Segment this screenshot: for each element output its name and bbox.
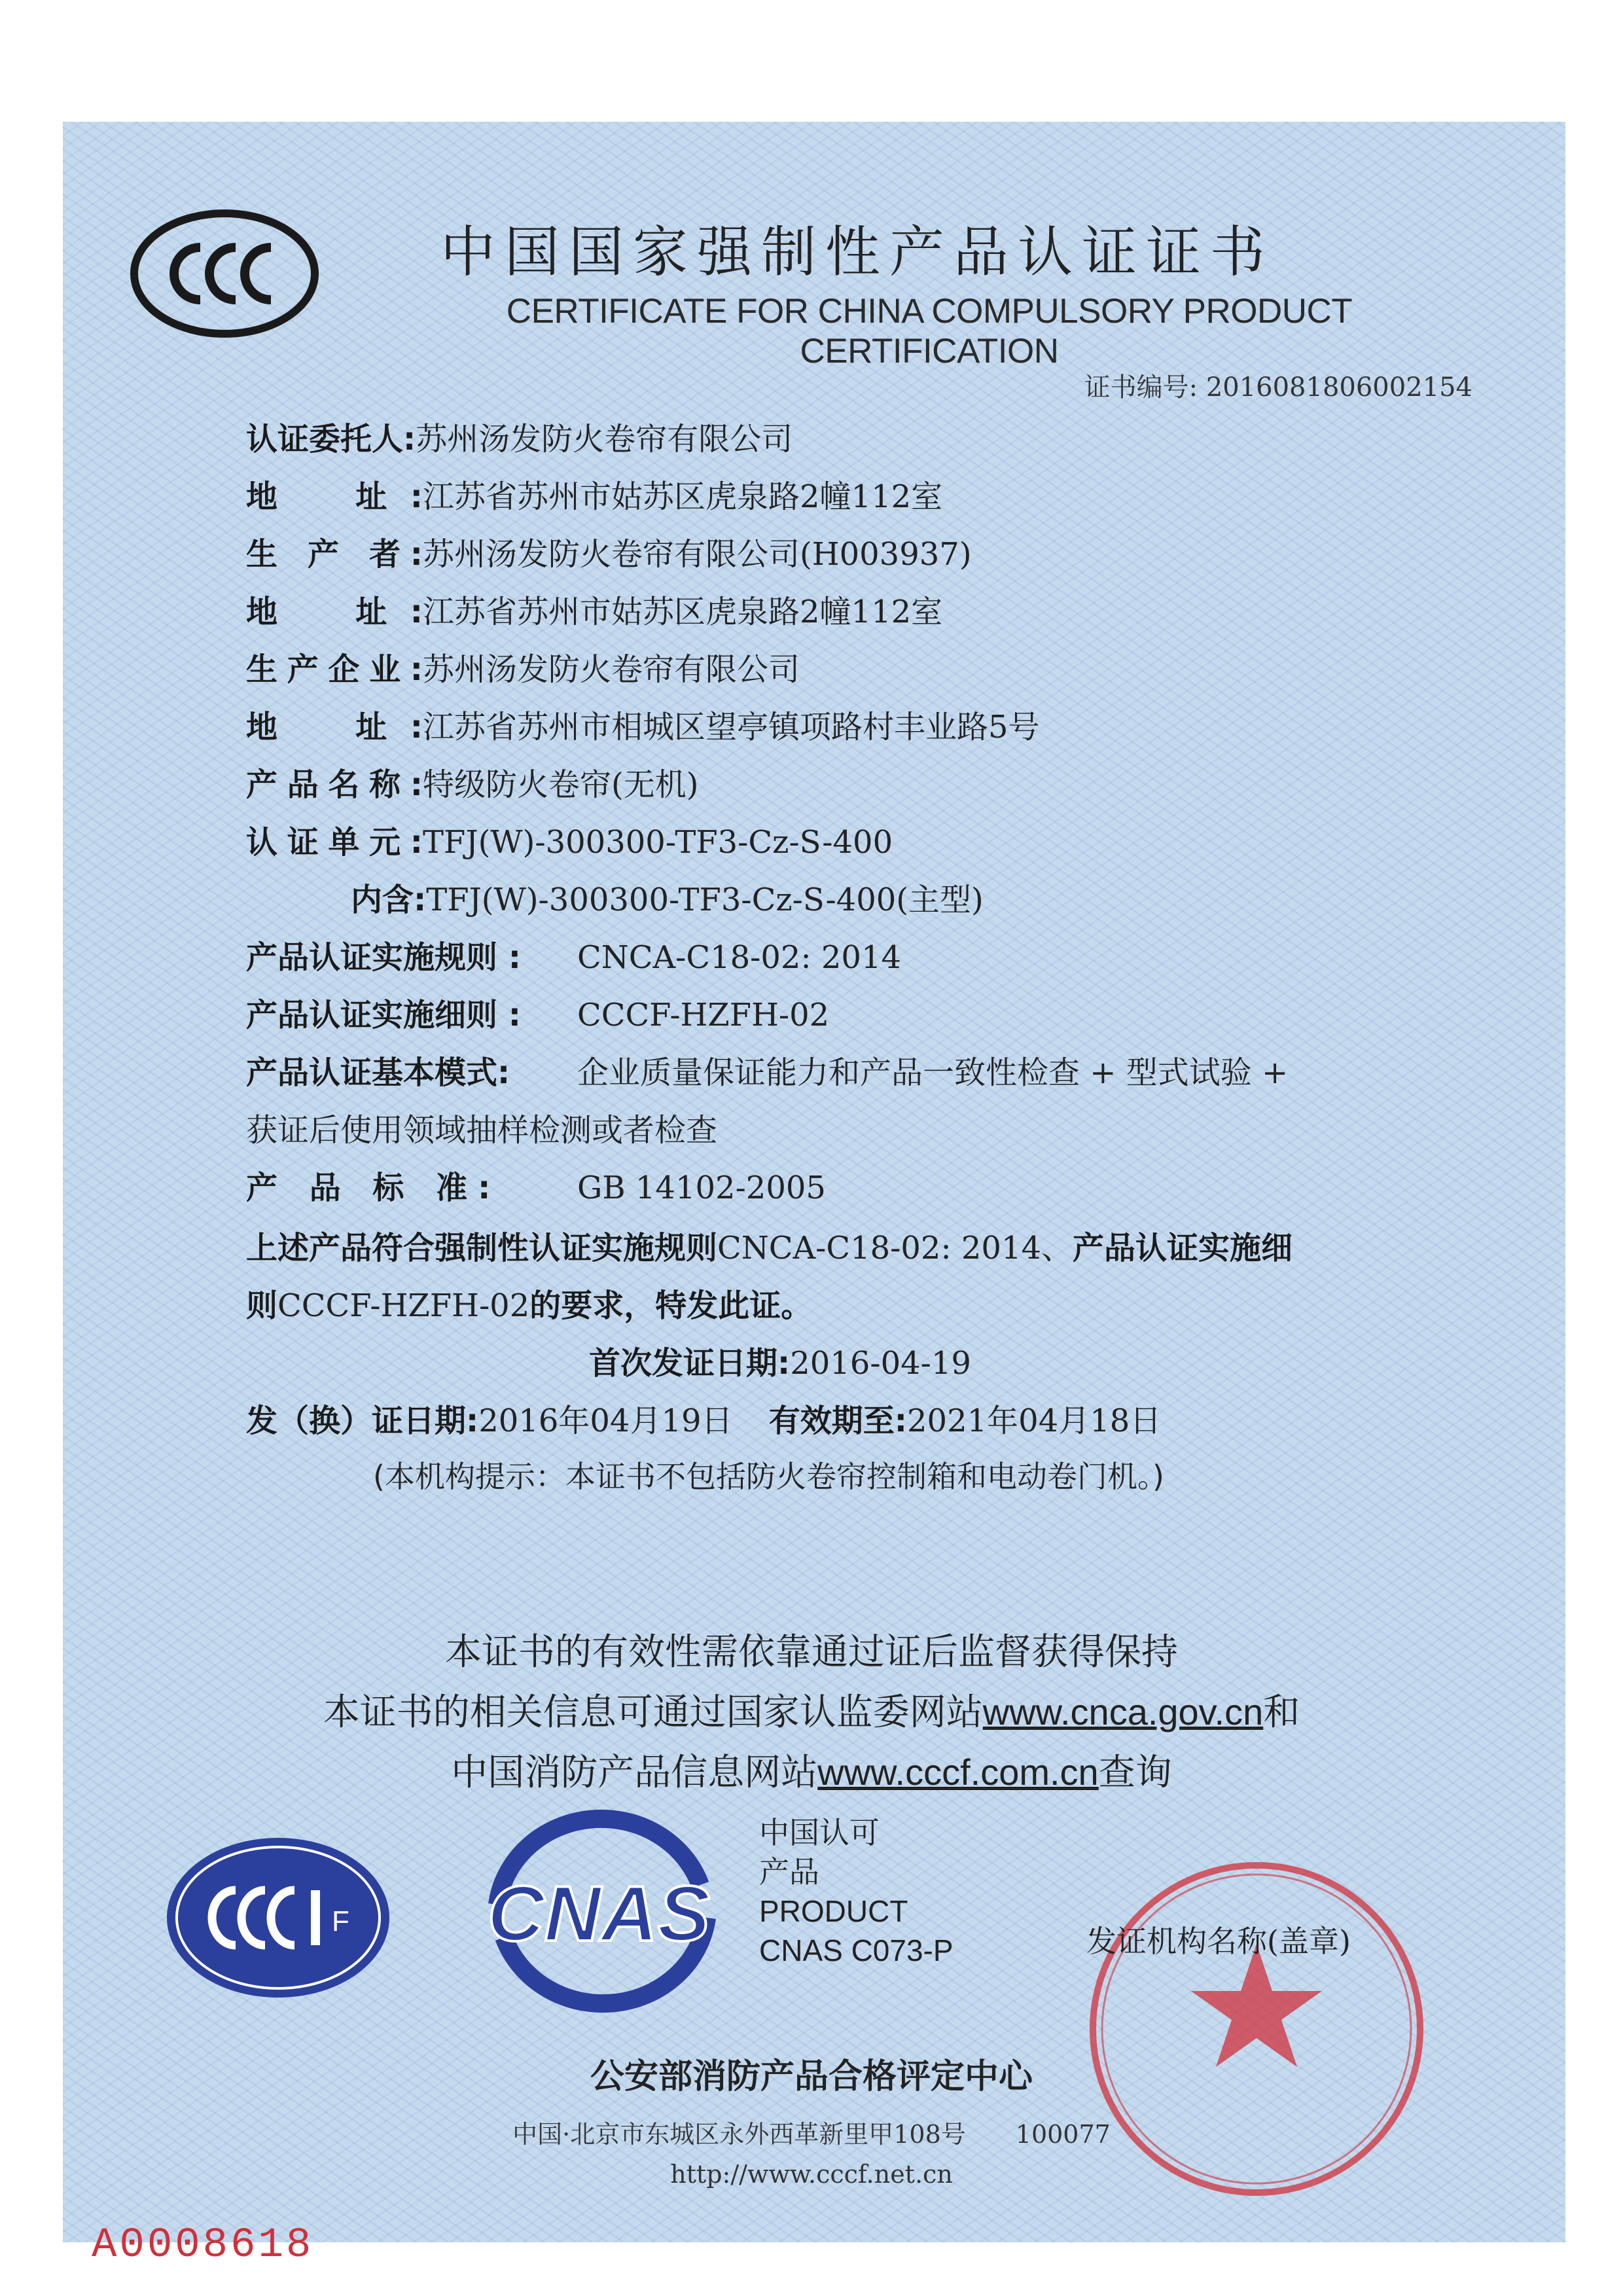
detail-value: CCCF-HZFH-02 (577, 997, 830, 1033)
factory-value: 苏州汤发防火卷帘有限公司 (423, 651, 800, 688)
conformity-text-c: 产品认证实施细 (1073, 1230, 1293, 1266)
svg-text:F: F (332, 1905, 349, 1937)
conformity-rule: CNCA-C18-02: 2014、 (717, 1230, 1073, 1266)
detail-label: 产品认证实施细则 : (246, 997, 521, 1033)
row-applicant-address (246, 474, 1522, 520)
row-factory-address (246, 704, 1522, 750)
ccc-logo (130, 208, 319, 339)
validity-text-d: 查询 (1098, 1751, 1172, 1794)
product-name-label: 产品名称: (246, 766, 423, 803)
certificate-number (949, 367, 1472, 404)
title-english: CERTIFICATE FOR CHINA COMPULSORY PRODUCT CERTIFICATION (506, 292, 1353, 370)
row-manufacturer (246, 531, 1522, 577)
cnas-line-4: CNAS C073-P (759, 1933, 954, 1967)
cnas-line-1: 中国认可 (759, 1816, 880, 1850)
row-issue-dates (246, 1398, 1522, 1444)
validity-text-b: 和 (1263, 1691, 1300, 1734)
validity-text-a: 本证书的相关信息可通过国家认监委网站 (323, 1691, 983, 1734)
conformity-detail: CCCF-HZFH-02 (277, 1287, 530, 1324)
address-label: 地 址: (246, 594, 423, 630)
conformity-text-e: 的要求，特发此证。 (529, 1287, 813, 1324)
cnca-link[interactable]: www.cnca.gov.cn (982, 1691, 1264, 1732)
manufacturer-address-value: 江苏省苏州市姑苏区虎泉路2幢112室 (423, 594, 943, 630)
validity-line-2 (0, 1683, 1623, 1736)
notice: (本机构提示：本证书不包括防火卷帘控制箱和电动卷门机。) (373, 1459, 1164, 1494)
expiry-label: 有效期至: (768, 1403, 907, 1439)
conformity-text-d: 则 (246, 1287, 278, 1324)
row-first-issue-date (589, 1340, 1623, 1386)
row-implementation-rule (246, 935, 1522, 980)
issuer-label: 发证机构名称(盖章) (1086, 1924, 1351, 1959)
row-certification-mode (246, 1050, 1522, 1096)
first-issue-value: 2016-04-19 (790, 1345, 971, 1382)
cnas-line-3: PRODUCT (759, 1894, 908, 1928)
row-factory (246, 647, 1522, 692)
validity-text-c: 中国消防产品信息网站 (451, 1751, 818, 1794)
cccf-link[interactable]: www.cccf.com.cn (817, 1751, 1099, 1793)
conformity-text-a: 上述产品符合强制性认证实施规则 (246, 1230, 718, 1266)
row-manufacturer-address (246, 589, 1522, 635)
serial-number: A0008618 (92, 2222, 314, 2269)
row-certification-mode-cont (246, 1107, 1522, 1153)
unit-label: 认证单元: (246, 824, 423, 861)
standard-label: 产 品 标 准: (246, 1170, 501, 1206)
cccf-logo (160, 1833, 396, 2003)
row-applicant (246, 416, 1522, 462)
conformity-line-2 (246, 1283, 1522, 1329)
organization-url[interactable]: http://www.cccf.net.cn (670, 2160, 953, 2189)
rule-label: 产品认证实施规则 : (246, 939, 521, 976)
certificate-number-label: 证书编号: (1084, 372, 1198, 403)
issue-date-label: 发（换）证日期: (246, 1403, 479, 1439)
official-seal (1073, 1846, 1440, 2212)
validity-line-3 (0, 1744, 1623, 1796)
applicant-address-value: 江苏省苏州市姑苏区虎泉路2幢112室 (423, 478, 943, 515)
applicant-value: 苏州汤发防火卷帘有限公司 (416, 421, 793, 457)
mode-value-line1: 企业质量保证能力和产品一致性检查 + 型式试验 + (577, 1054, 1289, 1091)
title-chinese: 中国国家强制性产品认证证书 (440, 220, 1274, 284)
product-name-value: 特级防火卷帘(无机) (423, 766, 699, 803)
includes-value: TFJ(W)-300300-TF3-Cz-S-400(主型) (426, 882, 984, 918)
svg-text:CNAS: CNAS (487, 1870, 711, 1958)
includes-label: 内含: (351, 882, 427, 918)
standard-value: GB 14102-2005 (577, 1170, 826, 1206)
conformity-line-1 (246, 1225, 1522, 1271)
row-certification-unit (246, 819, 1522, 865)
row-product-name (246, 762, 1522, 808)
unit-value: TFJ(W)-300300-TF3-Cz-S-400 (423, 824, 893, 861)
organization-address: 中国·北京市东城区永外西革新里甲108号 100077 (512, 2120, 1111, 2149)
cnas-logo (458, 1806, 740, 2022)
manufacturer-value: 苏州汤发防火卷帘有限公司(H003937) (423, 536, 972, 573)
cnas-accreditation-text (759, 1813, 1047, 1970)
manufacturer-label: 生 产 者: (246, 536, 423, 573)
mode-value-line2: 获证后使用领域抽样检测或者检查 (246, 1112, 718, 1149)
expiry-value: 2021年04月18日 (907, 1403, 1162, 1439)
factory-address-value: 江苏省苏州市相城区望亭镇项路村丰业路5号 (423, 709, 1040, 745)
applicant-label: 认证委托人: (246, 421, 416, 457)
certificate-number-value: 2016081806002154 (1205, 372, 1472, 403)
mode-label: 产品认证基本模式: (246, 1054, 510, 1091)
first-issue-label: 首次发证日期: (589, 1345, 791, 1382)
row-product-standard (246, 1165, 1522, 1211)
row-includes (351, 877, 1623, 923)
row-implementation-detail (246, 992, 1522, 1038)
factory-label: 生产企业: (246, 651, 423, 688)
address-label: 地 址: (246, 478, 423, 515)
address-label: 地 址: (246, 709, 423, 745)
issue-date-value: 2016年04月19日 (478, 1403, 733, 1439)
cnas-line-2: 产品 (759, 1855, 819, 1889)
rule-value: CNCA-C18-02: 2014 (577, 939, 902, 976)
issuing-organization: 公安部消防产品合格评定中心 (590, 2057, 1033, 2096)
validity-line-1: 本证书的有效性需依靠通过证后监督获得保持 (445, 1631, 1178, 1674)
